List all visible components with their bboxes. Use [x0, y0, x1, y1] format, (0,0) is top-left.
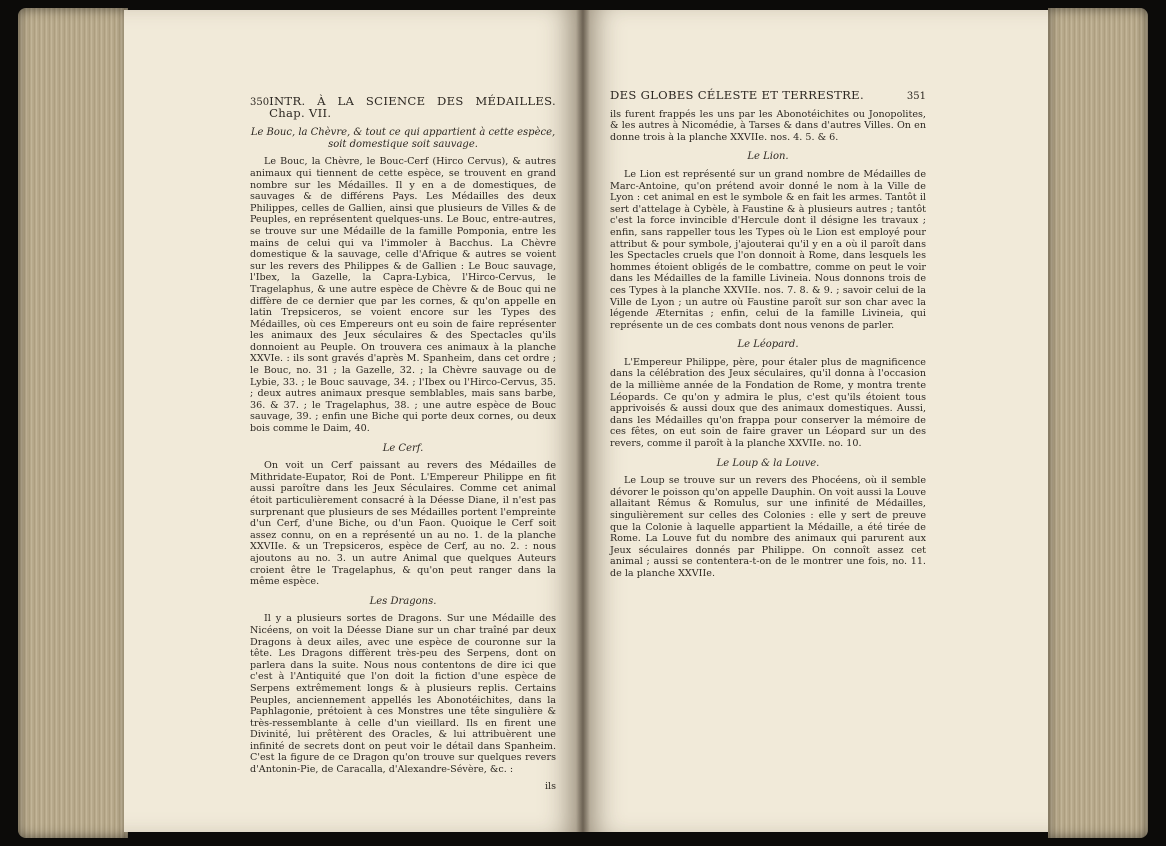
book-fore-edge-left: [18, 8, 128, 838]
paragraph-bouc: Le Bouc, la Chèvre, le Bouc-Cerf (Hirco Cervus), & autres animaux qui tiennent de cette espèce, se trouvent en grand nombre sur les Médailles. Il y en a de domestiques, de sauvages & de différens Pays. Les Médailles des deux Philippes, celles de Gallien, ainsi que plusieurs de Villes & de Peuples, en représentent quelques-uns. Le Bouc, entre-autres, se trouve sur une Médaille de la famille Pomponia, entre les mains de celui qui va l'immoler à Bacchus. La Chèvre domestique & la sauvage, celle d'Afrique & autres se voient sur les revers des Philippes & de Gallien : Le Bouc sauvage, l'Ibex, la Gazelle, la Capra-Lybica, l'Hirco-Cervus, le Tragelaphus, & une autre espèce de Chèvre & de Bouc qui ne diffère de ce dernier que par les cornes, & qu'on appelle en latin Trepsiceros, se voient encore sur les Types des Médailles, où ces Empereurs ont eu soin de faire représenter les animaux des Jeux séculaires & des Spectacles qu'ils donnoient au Peuple. On trouvera ces animaux à la planche XXVIe. : ils sont gravés d'après M. Spanheim, dans cet ordre ; le Bouc, no. 31 ; la Gazelle, 32. ; la Chèvre sauvage ou de Lybie, 33. ; le Bouc sauvage, 34. ; l'Ibex ou l'Hirco-Cervus, 35. ; deux autres animaux presque semblables, mais sans barbe, 36. & 37. ; le Tragelaphus, 38. ; une autre espèce de Bouc sauvage, 39. ; enfin une Biche qui porte deux cornes, ou deux bois comme le Daim, 40.: [250, 156, 556, 435]
paragraph-cerf: On voit un Cerf paissant au revers des Médailles de Mithridate-Eupator, Roi de Pont. L'Empereur Philippe en fit aussi paroître dans les Jeux Séculaires. Comme cet animal étoit particulièrement consacré à la Déesse Diane, il n'est pas surprenant que plusieurs de ses Médailles portent l'empreinte d'un Cerf, d'une Biche, ou d'un Faon. Quoique le Cerf soit assez connu, on en a représenté un au no. 1. de la planche XXVIIe. & un Trepsiceros, espèce de Cerf, au no. 2. : nous ajoutons au no. 3. un autre Animal que quelques Auteurs croient être le Tragelaphus, & qu'on peut ranger dans la même espèce.: [250, 460, 556, 588]
book-fore-edge-right: [1048, 8, 1148, 838]
paragraph-loup: Le Loup se trouve sur un revers des Phocéens, où il semble dévorer le poisson qu'on appelle Dauphin. On voit aussi la Louve allaitant Rémus & Romulus, sur une infinité de Médailles, singulièrement sur celles des Colonies : elle y sert de preuve que la Colonie à laquelle appartient la Médaille, a été tirée de Rome. La Louve fut du nombre des animaux qui parurent aux Jeux séculaires donnés par Philippe. On connoît assez cet animal ; aussi se contentera-t-on de le montrer une fois, no. 11. de la planche XXVIIe.: [610, 475, 926, 579]
right-text-column: [610, 90, 926, 585]
book-gutter: [576, 10, 590, 832]
paragraph-dragons-continued: ils furent frappés les uns par les Abonotéichites ou Jonopolites, & les autres à Nicomédie, à Tarses & dans d'autres Villes. On en donne trois à la planche XXVIIe. nos. 4. 5. & 6.: [610, 108, 926, 143]
right-running-title: DES GLOBES CÉLESTE ET TERRESTRE.: [610, 88, 864, 102]
catchword: ils: [544, 780, 556, 792]
right-running-head: [610, 90, 926, 103]
section-heading-bouc: Le Bouc, la Chèvre, & tout ce qui appartient à cette espèce, soit domestique soit sauvage.: [250, 127, 556, 150]
left-text-column: [250, 96, 556, 792]
section-heading-dragons: Les Dragons.: [369, 595, 437, 607]
left-page-number: 350: [250, 97, 270, 108]
paragraph-leopard: L'Empereur Philippe, père, pour étaler plus de magnificence dans la célébration des Jeux séculaires, qu'il donna à l'occasion de la millième année de la Fondation de Rome, y montra trente Léopards. Ce qu'on y admira le plus, c'est qu'ils étoient tous apprivoisés & aussi doux que des animaux domestiques. Aussi, dans les Médailles qu'on frappa pour conserver la mémoire de ces fêtes, on eut soin de faire graver un Léopard sur un des revers, comme il paroît à la planche XXVIIe. no. 10.: [610, 356, 926, 450]
section-heading-lion: Le Lion.: [747, 151, 789, 163]
paragraph-lion: Le Lion est représenté sur un grand nombre de Médailles de Marc-Antoine, qu'on prétend avoir donné le nom à la Ville de Lyon : cet animal en est le symbole & en fait les armes. Tantôt il sert d'attelage à Cybèle, à Faustine & à plusieurs autres ; tantôt c'est la force invincible d'Hercule dont il désigne les travaux ; enfin, sans rappeller tous les Types où le Lion est employé pour attribut & pour symbole, j'ajouterai qu'il y en a où il paroît dans les Spectacles cruels que l'on donnoit à Rome, dans lesquels les hommes étoient obligés de le combattre, comme on peut le voir dans les Médailles de la famille Livineia. Nous donnons trois de ces Types à la planche XXVIIe. nos. 7. 8. & 9. ; savoir celui de la Ville de Lyon ; un autre où Faustine paroît sur son char avec la légende Æternitas ; enfin, celui de la famille Livineia, qui représente un de ces combats dont nous venons de parler.: [610, 168, 926, 331]
section-heading-leopard: Le Léopard.: [737, 339, 799, 351]
paragraph-dragons: Il y a plusieurs sortes de Dragons. Sur une Médaille des Nicéens, on voit la Déesse Diane sur un char traîné par deux Dragons à deux ailes, avec une espèce de couronne sur la tête. Les Dragons diffèrent très-peu des Serpens, dont on parlera dans la suite. Nous nous contentons de dire ici que c'est à l'Antiquité que l'on doit la fiction d'une espèce de Serpens extrêmement longs & à plusieurs replis. Certains Peuples, anciennement appellés les Abonotéichites, dans la Paphlagonie, prétoient à ces Monstres une tête singulière & très-ressemblante à celle d'un vieillard. Ils en firent une Divinité, lui prêtèrent des Oracles, & lui attribuèrent une infinité de secrets dont on peut voir le détail dans Spanheim. C'est la figure de ce Dragon qu'on trouve sur quelques revers d'Antonin-Pie, de Caracalla, d'Alexandre-Sévère, &c. :: [250, 613, 556, 776]
right-page-number: 351: [906, 91, 926, 102]
left-running-title: INTR. À LA SCIENCE DES MÉDAILLES. Chap. VII.: [269, 94, 556, 120]
right-page: [582, 10, 1048, 832]
section-heading-cerf: Le Cerf.: [382, 442, 424, 454]
section-heading-loup: Le Loup & la Louve.: [716, 457, 820, 469]
left-running-head: [250, 96, 556, 119]
left-page: [124, 10, 582, 832]
